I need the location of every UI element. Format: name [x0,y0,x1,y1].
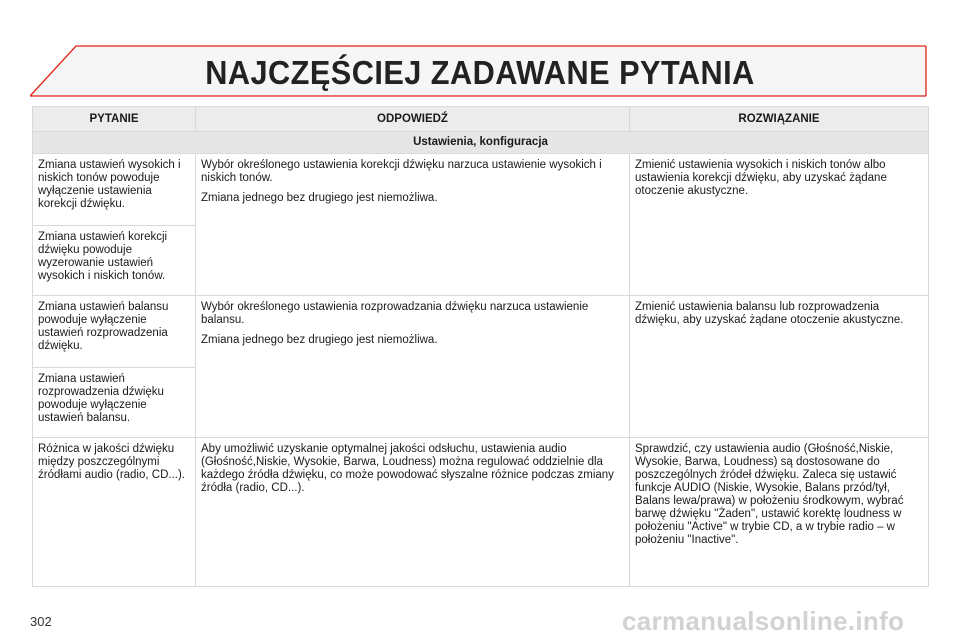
answer-paragraph: Wybór określonego ustawienia korekcji dźwięku narzuca ustawienie wysokich i niskich tonów. [201,159,602,184]
solution-cell: Zmienić ustawienia balansu lub rozprowadzenia dźwięku, aby uzyskać żądane otoczenie akustyczne. [630,296,929,438]
answer-paragraph: Wybór określonego ustawienia rozprowadzania dźwięku narzuca ustawienie balansu. [201,301,589,326]
solution-cell: Zmienić ustawienia wysokich i niskich tonów albo ustawienia korekcji dźwięku, aby uzyskać żądane otoczenie akustyczne. [630,154,929,296]
table-row [33,296,929,368]
question-cell: Zmiana ustawień rozprowadzenia dźwięku powoduje wyłączenie ustawień balansu. [33,368,196,438]
column-header-question: PYTANIE [33,107,196,132]
answer-cell [196,154,630,296]
question-cell: Zmiana ustawień korekcji dźwięku powoduje wyzerowanie ustawień wysokich i niskich tonów. [33,226,196,296]
answer-cell [196,296,630,438]
table-row [33,438,929,587]
answer-paragraph: Zmiana jednego bez drugiego jest niemożliwa. [201,334,438,346]
page-number: 302 [30,614,52,629]
answer-paragraph: Zmiana jednego bez drugiego jest niemożliwa. [201,192,438,204]
watermark: carmanualsonline.info [622,606,905,636]
page-header [30,44,930,104]
answer-cell [196,438,630,587]
question-cell: Zmiana ustawień balansu powoduje wyłączenie ustawień rozprowadzenia dźwięku. [33,296,196,368]
question-cell: Różnica w jakości dźwięku między poszczególnymi źródłami audio (radio, CD...). [33,438,196,587]
column-header-answer: ODPOWIEDŹ [196,107,630,132]
section-title: Ustawienia, konfiguracja [33,132,929,154]
solution-cell: Sprawdzić, czy ustawienia audio (Głośność,Niskie, Wysokie, Barwa, Loudness) są dostosowane do poszczególnych źródeł dźwięku. Zaleca się ustawić funkcje AUDIO (Niskie, Wysokie, Balans przód/tył, Balans lewa/prawa) w położeniu środkowym, wybrać barwę dźwięku "Żaden", ustawić korektę loudness w położeniu "Active" w trybie CD, a w trybie radio – w położeniu "Inactive". [630,438,929,587]
section-row [33,132,929,154]
table-header-row [33,107,929,132]
page-title: NAJCZĘŚCIEJ ZADAWANE PYTANIA [205,54,755,91]
faq-table [32,106,929,587]
question-cell: Zmiana ustawień wysokich i niskich tonów powoduje wyłączenie ustawienia korekcji dźwięku. [33,154,196,226]
column-header-solution: ROZWIĄZANIE [630,107,929,132]
table-row [33,154,929,226]
answer-paragraph: Aby umożliwić uzyskanie optymalnej jakości odsłuchu, ustawienia audio (Głośność,Niskie, Wysokie, Barwa, Loudness) można regulować oddzielnie dla każdego źródła dźwięku, co może powodować słyszalne różnice podczas zmiany źródła (radio, CD...). [201,443,614,494]
